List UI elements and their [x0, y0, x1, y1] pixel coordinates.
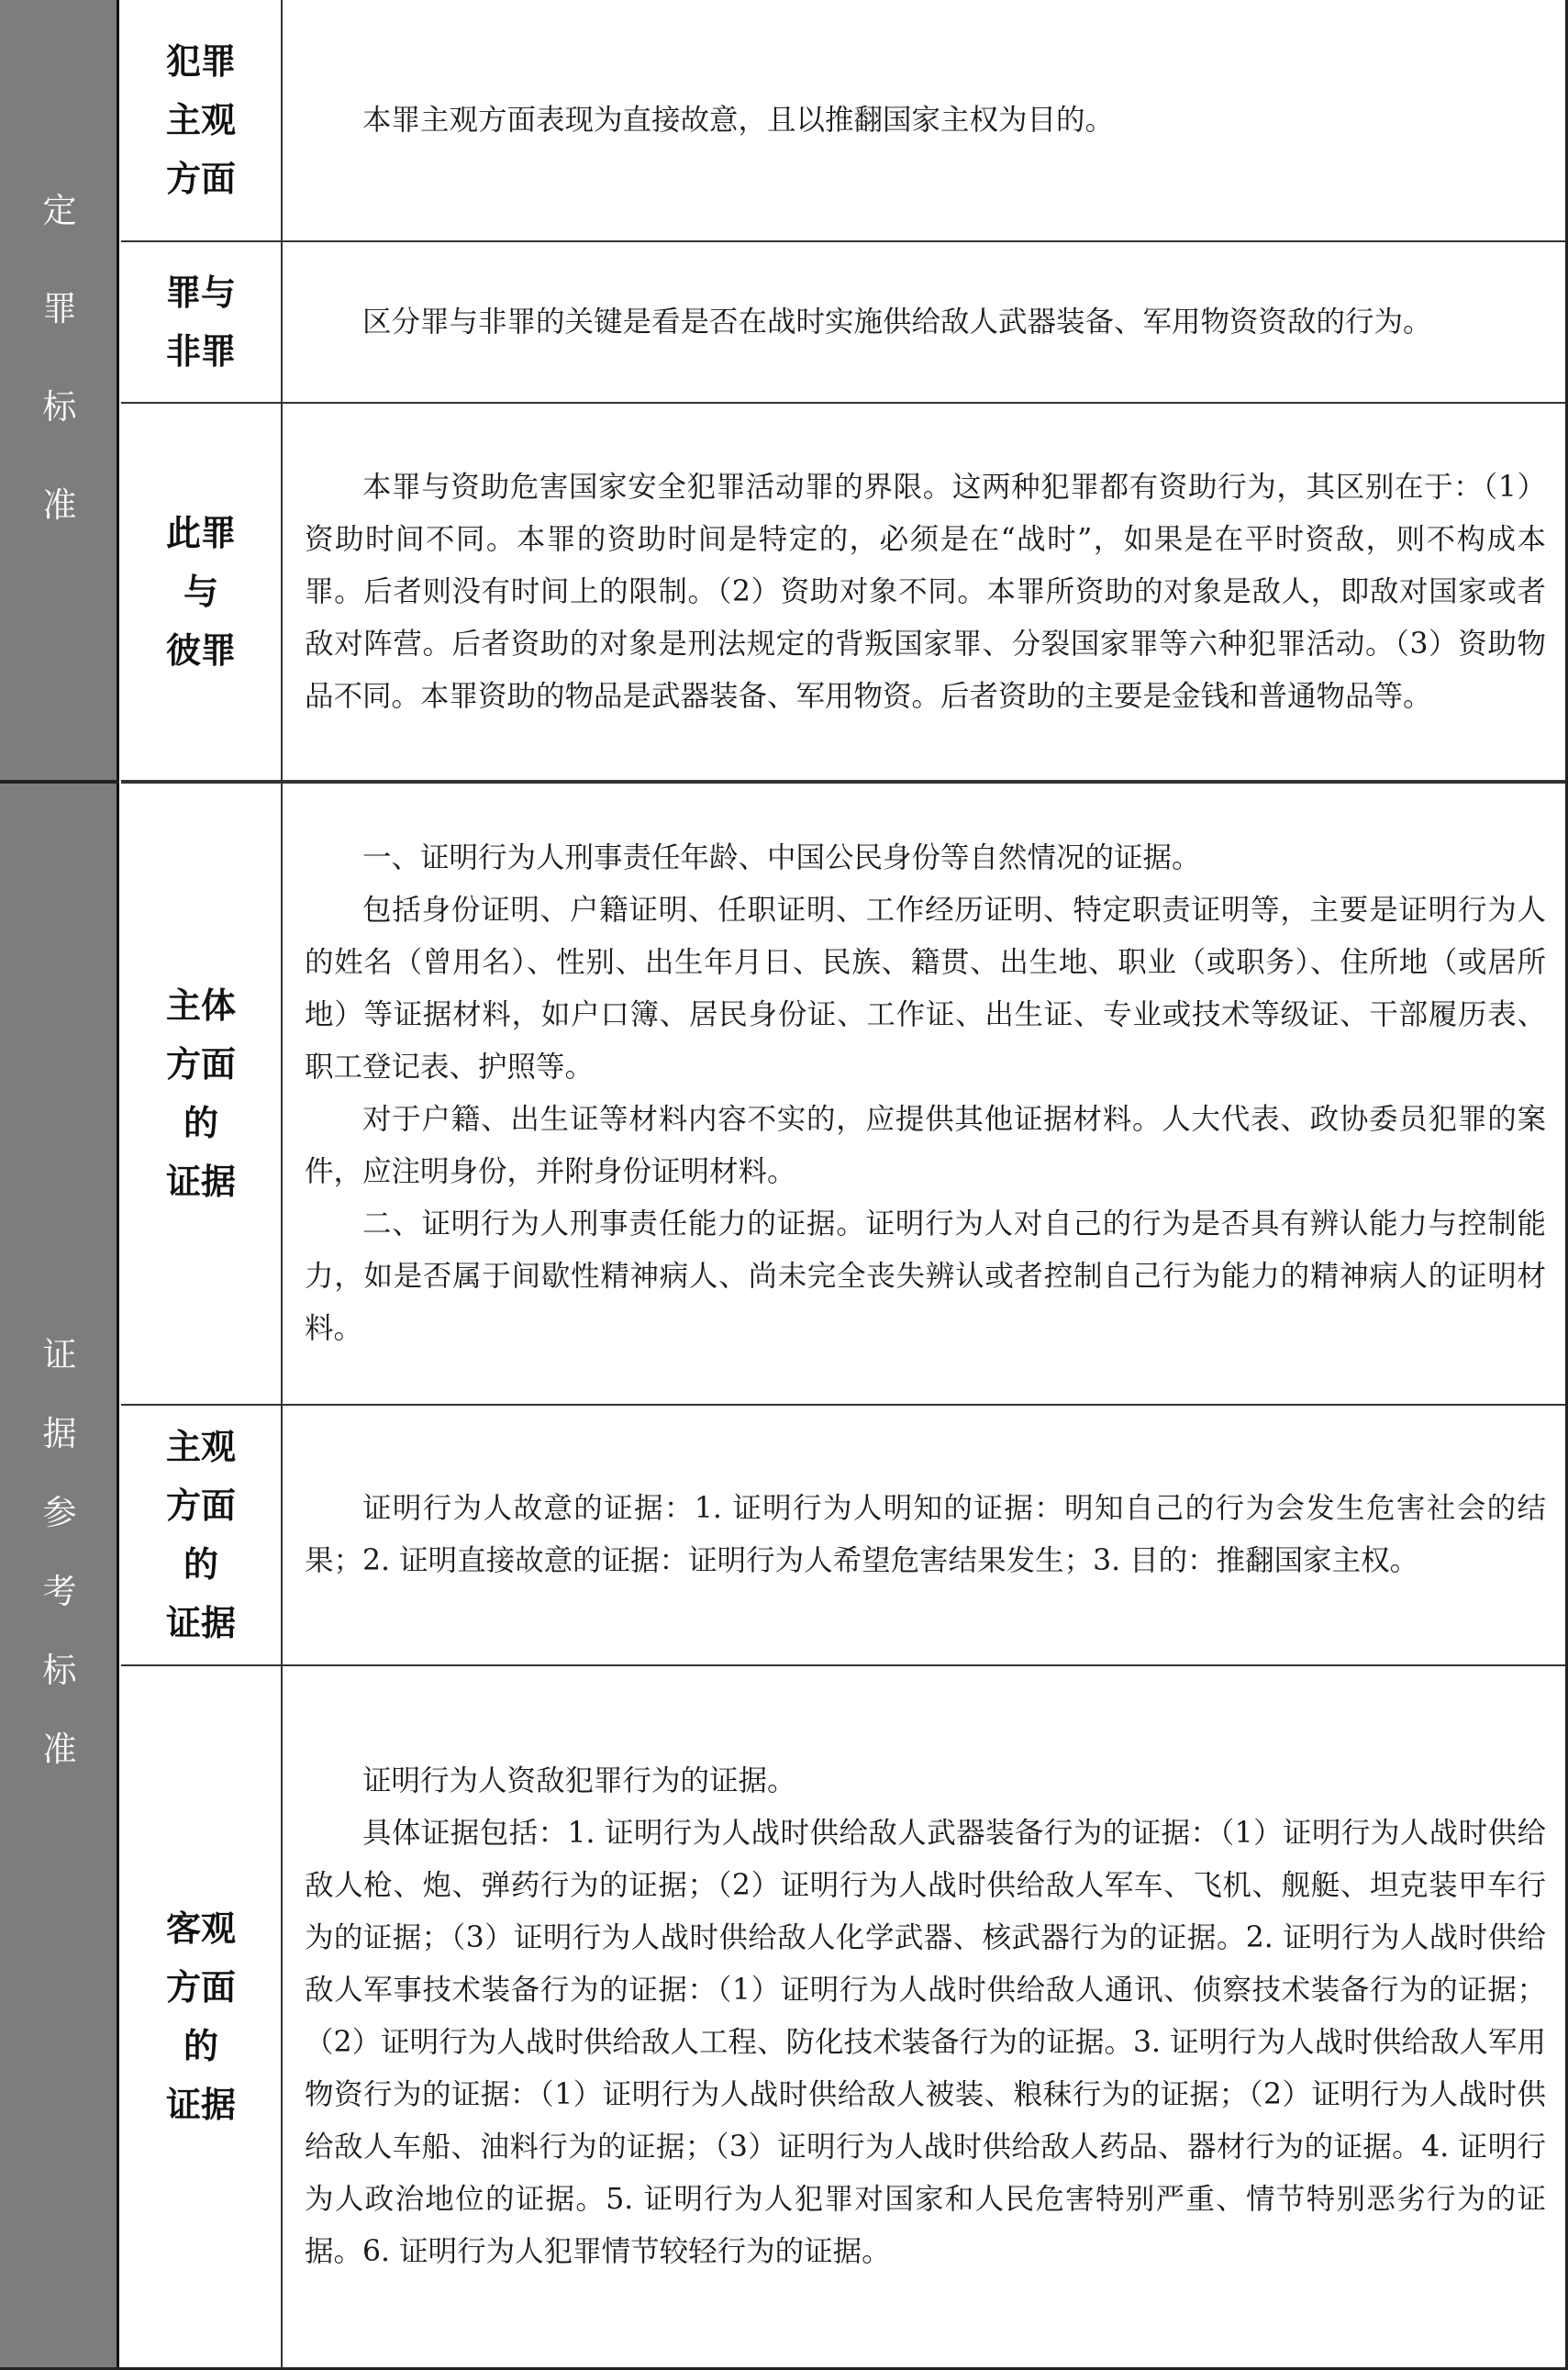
- row-header-this-vs-other-crime: [121, 404, 283, 780]
- row-label: 此罪 与 彼罪: [165, 513, 236, 671]
- section-title-char: 据: [42, 1414, 77, 1453]
- section-title-char: 标: [42, 1651, 77, 1690]
- row-label: 罪与 非罪: [165, 273, 236, 372]
- section-title-evidence-standard: [0, 1316, 119, 1789]
- row-content-crime-vs-noncrime: [284, 242, 1568, 402]
- section-title-char: 证: [42, 1335, 77, 1374]
- row-header-crime-vs-noncrime: [121, 242, 283, 402]
- content-paragraph: 包括身份证明、户籍证明、任职证明、工作经历证明、特定职责证明等，主要是证明行为人的姓名（曾用名）、性别、出生年月日、民族、籍贯、出生地、职业（或职务）、住所地（或居所地）等证据材料，如户口簿、居民身份证、工作证、出生证、专业或技术等级证、干部履历表、职工登记表、护照等。: [305, 894, 1546, 1084]
- row-content-this-vs-other-crime: [284, 404, 1568, 780]
- row-label: 客观 方面 的 证据: [165, 1908, 236, 2125]
- row-header-objective-evidence: [121, 1666, 283, 2367]
- row-label: 犯罪 主观 方面: [165, 41, 236, 199]
- content-paragraph: 本罪主观方面表现为直接故意，且以推翻国家主权为目的。: [362, 103, 1115, 137]
- content-paragraph: 具体证据包括：1. 证明行为人战时供给敌人武器装备行为的证据：（1）证明行为人战时供给敌人枪、炮、弹药行为的证据；（2）证明行为人战时供给敌人军车、飞机、舰艇、坦克装甲车行为的证据；（3）证明行为人战时供给敌人化学武器、核武器行为的证据。2. 证明行为人战时供给敌人军事技术装备行为的证据：（1）证明行为人战时供给敌人通讯、侦察技术装备行为的证据；（2）证明行为人战时供给敌人工程、防化技术装备行为的证据。3. 证明行为人战时供给敌人军用物资行为的证据：（1）证明行为人战时供给敌人被装、粮秣行为的证据；（2）证明行为人战时供给敌人车船、油料行为的证据；（3）证明行为人战时供给敌人药品、器材行为的证据。4. 证明行为人政治地位的证据。5. 证明行为人犯罪对国家和人民危害特别严重、情节特别恶劣行为的证据。6. 证明行为人犯罪情节较轻行为的证据。: [305, 1817, 1546, 2268]
- section-title-char: 准: [42, 485, 77, 525]
- section-title-char: 标: [42, 387, 77, 427]
- content-paragraph: 证明行为人资敌犯罪行为的证据。: [362, 1764, 796, 1797]
- row-header-subjective-evidence: [121, 1406, 283, 1664]
- row-header-subjective-aspect: [121, 0, 283, 240]
- content-paragraph: 本罪与资助危害国家安全犯罪活动罪的界限。这两种犯罪都有资助行为，其区别在于：（1）资助时间不同。本罪的资助时间是特定的，必须是在“战时”，如果是在平时资敌，则不构成本罪。后者则没有时间上的限制。（2）资助对象不同。本罪所资助的对象是敌人，即敌对国家或者敌对阵营。后者资助的对象是刑法规定的背叛国家罪、分裂国家罪等六种犯罪活动。（3）资助物品不同。本罪资助的物品是武器装备、军用物资。后者资助的主要是金钱和普通物品等。: [305, 470, 1546, 713]
- section-title-char: 定: [42, 191, 77, 230]
- row-content-subject-evidence: [284, 784, 1568, 1404]
- row-content-subjective-evidence: [284, 1406, 1568, 1664]
- row-content-objective-evidence: [284, 1666, 1568, 2367]
- section-title-conviction-standard: [0, 161, 119, 554]
- content-paragraph: 区分罪与非罪的关键是看是否在战时实施供给敌人武器装备、军用物资资敌的行为。: [362, 305, 1432, 339]
- row-label: 主观 方面 的 证据: [165, 1427, 236, 1643]
- section-evidence-standard: [0, 784, 119, 2370]
- content-paragraph: 对于户籍、出生证等材料内容不实的，应提供其他证据材料。人大代表、政协委员犯罪的案件，应注明身份，并附身份证明材料。: [305, 1103, 1546, 1188]
- content-paragraph: 二、证明行为人刑事责任能力的证据。证明行为人对自己的行为是否具有辨认能力与控制能力，如是否属于间歇性精神病人、尚未完全丧失辨认或者控制自己行为能力的精神病人的证明材料。: [305, 1207, 1546, 1345]
- row-header-subject-evidence: [121, 784, 283, 1404]
- section-title-char: 参: [42, 1493, 77, 1532]
- section-title-char: 考: [42, 1572, 77, 1611]
- section-title-char: 罪: [42, 289, 77, 328]
- row-content-subjective-aspect: [284, 0, 1568, 240]
- row-label: 主体 方面 的 证据: [165, 985, 236, 1202]
- content-paragraph: 一、证明行为人刑事责任年龄、中国公民身份等自然情况的证据。: [362, 841, 1201, 874]
- section-conviction-standard: [0, 0, 119, 782]
- content-paragraph: 证明行为人故意的证据：1. 证明行为人明知的证据：明知自己的行为会发生危害社会的结果；2. 证明直接故意的证据：证明行为人希望危害结果发生；3. 目的：推翻国家主权。: [305, 1492, 1546, 1577]
- section-title-char: 准: [42, 1730, 77, 1769]
